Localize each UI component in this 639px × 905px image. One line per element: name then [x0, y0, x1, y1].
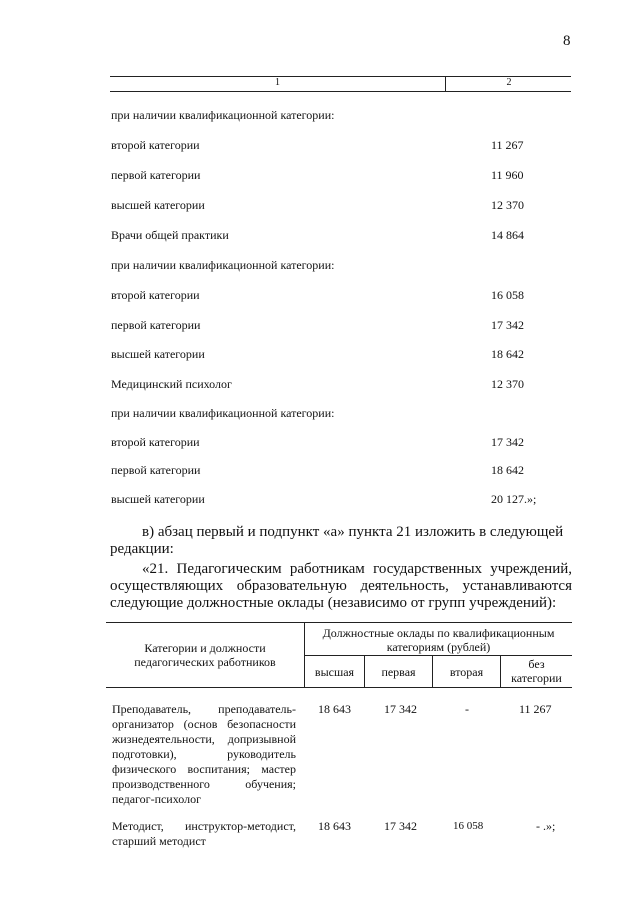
- rule-bottom: [106, 687, 572, 688]
- table1-row: [111, 347, 571, 363]
- page-number: 8: [563, 33, 571, 49]
- row-value: 11 960: [491, 168, 524, 182]
- table1-row: [111, 228, 571, 244]
- row-label: высшей категории: [111, 347, 205, 361]
- table1-row: [111, 168, 571, 184]
- paragraph-21-line2: осуществляющих образовательную деятельность, устанавливаются: [110, 578, 572, 594]
- header-col-second: вторая: [449, 665, 484, 679]
- table1-row: [111, 435, 571, 451]
- table1-row: [111, 108, 571, 124]
- row-label: при наличии квалификационной категории:: [111, 108, 335, 122]
- row-label: Медицинский психолог: [111, 377, 232, 391]
- rule-subheader: [304, 655, 572, 656]
- table1-row: [111, 288, 571, 304]
- row-value: 16 058: [491, 288, 524, 302]
- paragraph-amendment: в) абзац первый и подпункт «а» пункта 21 изложить в следующей: [142, 524, 564, 540]
- header-category-title: Категории и должности педагогических работников: [134, 641, 276, 669]
- table1-row: [111, 138, 571, 154]
- row-value: 18 642: [491, 347, 524, 361]
- rule-top: [106, 622, 572, 623]
- row-label: второй категории: [111, 435, 200, 449]
- row-label: высшей категории: [111, 492, 205, 506]
- value-first: 17 342: [384, 819, 417, 833]
- table1-row: [111, 318, 571, 334]
- row-label: Врачи общей практики: [111, 228, 229, 242]
- header-salary-group: Должностные оклады по квалификационным категориям (рублей): [322, 626, 555, 654]
- value-first: 17 342: [384, 702, 417, 716]
- value-highest: 18 643: [318, 702, 351, 716]
- table1-row: [111, 406, 571, 422]
- row-value: 12 370: [491, 377, 524, 391]
- header-col-first: первая: [381, 665, 416, 679]
- row-value: 17 342: [491, 318, 524, 332]
- paragraph-21-line3: следующие должностные оклады (независимо от групп учреждений):: [110, 595, 557, 611]
- row-value: 18 642: [491, 463, 524, 477]
- row-label: при наличии квалификационной категории:: [111, 406, 335, 420]
- paragraph-21-line1: «21. Педагогическим работникам государственных учреждений,: [142, 561, 572, 577]
- row-value: 20 127.»;: [491, 492, 537, 506]
- row-label: второй категории: [111, 288, 200, 302]
- row-label: первой категории: [111, 318, 201, 332]
- table1-header-col1: 1: [275, 77, 280, 88]
- table1-header-col2: 2: [445, 77, 572, 91]
- table1-row: [111, 198, 571, 214]
- paragraph-amendment-cont: редакции:: [110, 541, 174, 557]
- value-second: 16 058: [453, 820, 484, 832]
- value-none: - .»;: [536, 819, 556, 833]
- table1-header: [110, 76, 571, 92]
- row-label: высшей категории: [111, 198, 205, 212]
- row-label: второй категории: [111, 138, 200, 152]
- header-col-highest: высшая: [314, 665, 355, 679]
- table1-row: [111, 258, 571, 274]
- table2-header: [106, 622, 572, 688]
- row-label: при наличии квалификационной категории:: [111, 258, 335, 272]
- row-description: Преподаватель, преподаватель- организатор (основ безопасности жизнедеятельности, допризывной подготовки), руководитель физического воспитания; мастер производственного обучения; педагог-психолог: [112, 702, 296, 806]
- value-highest: 18 643: [318, 819, 351, 833]
- row-description: Методист, инструктор-методист, старший методист: [112, 819, 296, 848]
- table1-row: [111, 492, 571, 508]
- row-label: первой категории: [111, 168, 201, 182]
- header-col-none: без категории: [511, 657, 562, 685]
- table1-row: [111, 463, 571, 479]
- row-value: 12 370: [491, 198, 524, 212]
- value-none: 11 267: [519, 702, 552, 716]
- row-value: 11 267: [491, 138, 524, 152]
- row-label: первой категории: [111, 463, 201, 477]
- row-value: 17 342: [491, 435, 524, 449]
- row-value: 14 864: [491, 228, 524, 242]
- value-second: -: [465, 702, 469, 716]
- table1-row: [111, 377, 571, 393]
